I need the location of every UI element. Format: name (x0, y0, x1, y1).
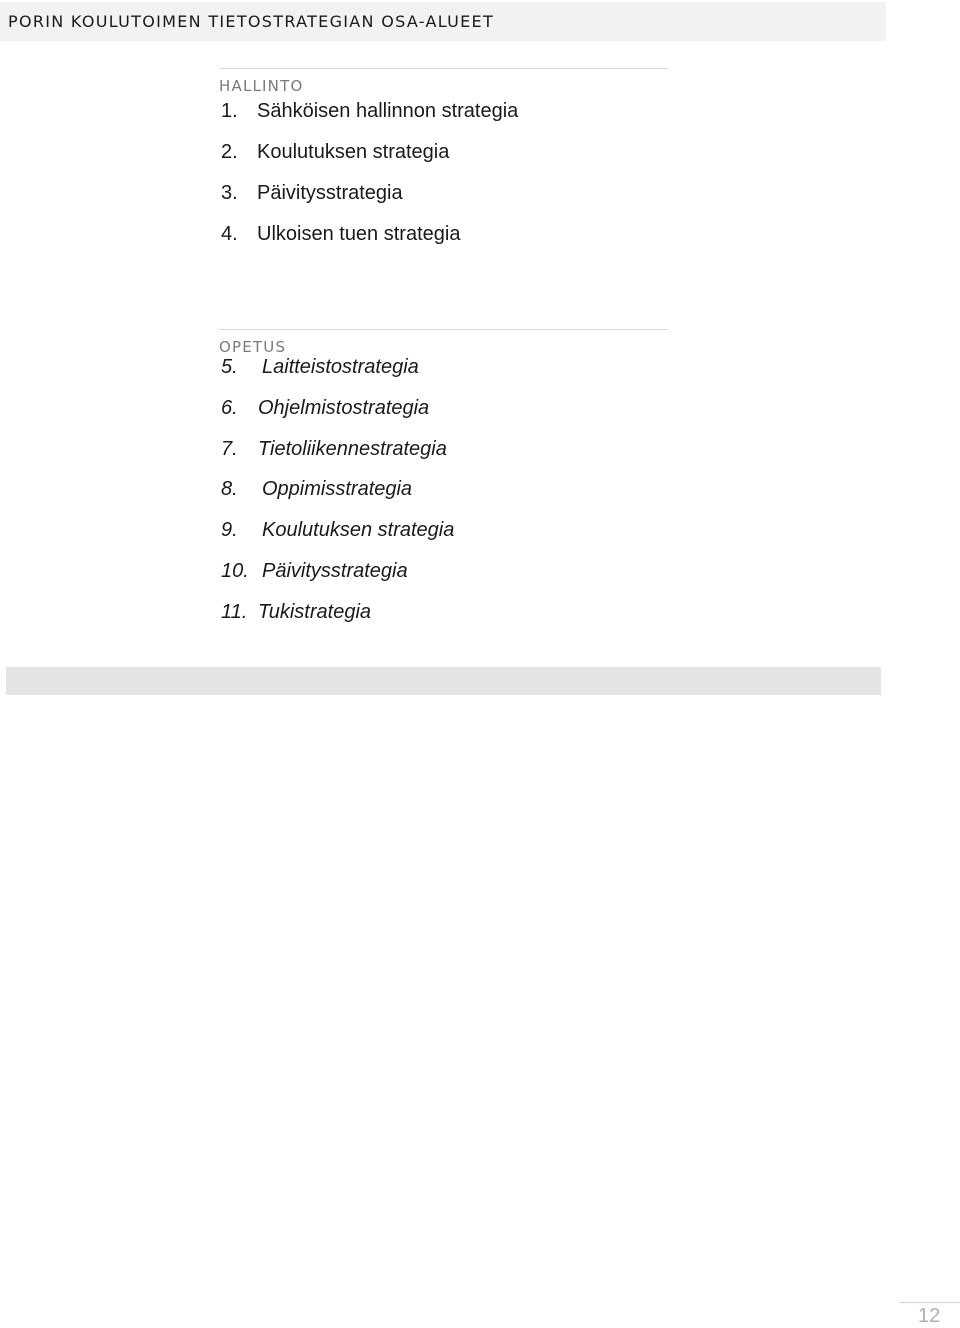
page-number: 12 (918, 1305, 941, 1327)
page-title: PORIN KOULUTOIMEN TIETOSTRATEGIAN OSA-ALUEET (8, 12, 495, 31)
item-label: Koulutuksen strategia (262, 519, 455, 542)
list-item (219, 395, 668, 436)
item-number: 10. (221, 559, 249, 582)
section-opetus (219, 329, 668, 640)
item-number: 4. (221, 223, 238, 245)
item-number: 1. (221, 100, 238, 122)
list-item (219, 476, 668, 517)
item-number: 11. (221, 600, 248, 623)
item-label: Koulutuksen strategia (257, 141, 450, 163)
list-item (219, 221, 668, 262)
item-number: 8. (221, 478, 238, 501)
item-number: 5. (221, 356, 238, 378)
list-item (219, 98, 668, 139)
section-hallinto (219, 68, 668, 262)
list-item (219, 599, 668, 640)
item-number: 3. (221, 182, 238, 204)
footer-divider (900, 1302, 960, 1303)
item-label: Tietoliikennestrategia (258, 437, 447, 460)
list-item (219, 354, 668, 395)
list-item (219, 558, 668, 599)
item-number: 9. (221, 519, 238, 542)
item-label: Oppimisstrategia (262, 478, 413, 501)
item-number: 7. (221, 437, 238, 460)
item-number: 2. (221, 141, 238, 163)
section-divider (219, 329, 668, 330)
item-label: Päivitysstrategia (257, 182, 403, 204)
header-bar (0, 2, 886, 41)
item-label: Sähköisen hallinnon strategia (257, 100, 519, 122)
strategy-list (219, 354, 668, 640)
item-label: Ohjelmistostrategia (258, 396, 430, 419)
section-heading: OPETUS (219, 338, 287, 356)
item-label: Päivitysstrategia (262, 559, 408, 582)
item-label: Tukistrategia (258, 600, 372, 623)
section-heading: HALLINTO (219, 77, 304, 95)
list-item (219, 436, 668, 477)
bottom-bar (6, 667, 881, 695)
item-label: Ulkoisen tuen strategia (257, 223, 461, 245)
list-item (219, 139, 668, 180)
item-label: Laitteistostrategia (262, 356, 419, 378)
section-divider (219, 68, 668, 69)
list-item (219, 180, 668, 221)
strategy-list (219, 98, 668, 262)
list-item (219, 517, 668, 558)
item-number: 6. (221, 396, 238, 419)
